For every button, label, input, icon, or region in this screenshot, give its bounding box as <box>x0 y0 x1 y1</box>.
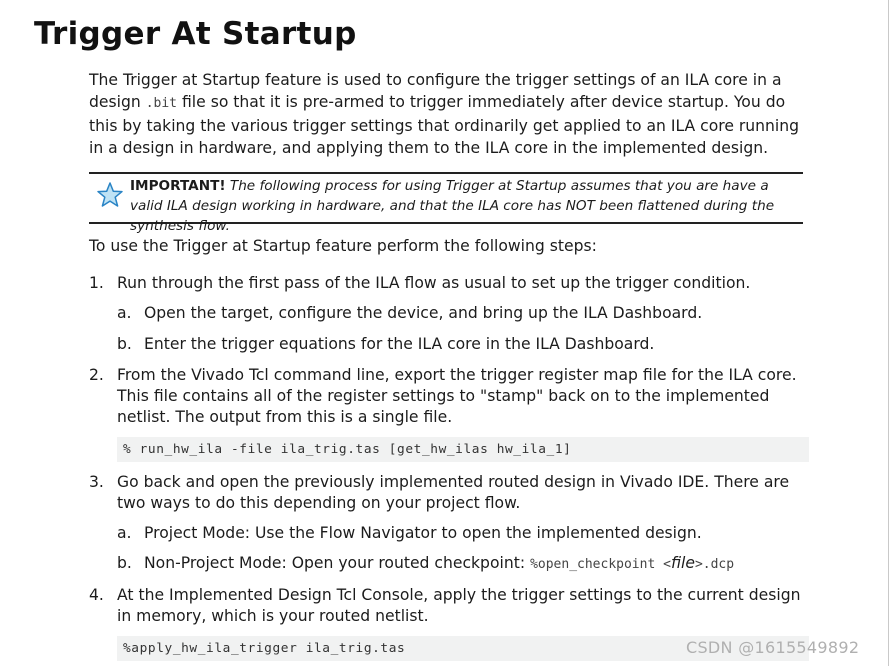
substep-text: Project Mode: Use the Flow Navigator to open the implemented design. <box>144 524 702 542</box>
substep-label: Non-Project Mode: Open your routed checkpoint: <box>144 554 526 572</box>
step-text: From the Vivado Tcl command line, export the trigger register map file for the ILA core. This file contains all of the register settings to "stamp" back on to the implemented netlist. The output from this is a single file. <box>117 366 797 426</box>
important-label: IMPORTANT! <box>130 178 226 194</box>
code-block: % run_hw_ila -file ila_trig.tas [get_hw_ilas hw_ila_1] <box>117 437 809 462</box>
substep-text <box>144 552 804 576</box>
step-text: Run through the first pass of the ILA flow as usual to set up the trigger condition. <box>117 274 751 292</box>
substep-letter: a. <box>117 524 132 542</box>
checkpoint-code-pre: %open_checkpoint < <box>530 557 671 572</box>
watermark: CSDN @1615549892 <box>686 638 860 657</box>
substep-letter: a. <box>117 304 132 322</box>
intro-paragraph <box>89 69 809 159</box>
step-text: At the Implemented Design Tcl Console, apply the trigger settings to the current design in memory, which is your routed netlist. <box>117 586 801 625</box>
step-number: 4. <box>89 586 104 604</box>
step-number: 3. <box>89 473 104 491</box>
substep-text: Open the target, configure the device, and bring up the ILA Dashboard. <box>144 304 703 322</box>
checkpoint-file: file <box>670 554 695 572</box>
intro-text-1: The Trigger at Startup feature is used to configure the trigger settings of an ILA core in a design <box>89 71 782 111</box>
intro-text-2: file so that it is pre-armed to trigger immediately after device startup. You do this by taking the various trigger settings that ordinarily get applied to an ILA core running in a design in hardware, and applying them to the ILA core in the implemented design. <box>89 93 800 157</box>
substep-text: Enter the trigger equations for the ILA core in the ILA Dashboard. <box>144 335 655 353</box>
important-text <box>130 176 800 236</box>
substep-letter: b. <box>117 335 132 353</box>
step-number: 2. <box>89 366 104 384</box>
page-edge-divider <box>888 0 889 666</box>
star-icon <box>96 181 124 209</box>
checkpoint-code-post: >.dcp <box>694 557 735 572</box>
steps-lead: To use the Trigger at Startup feature perform the following steps: <box>89 237 597 255</box>
intro-code: .bit <box>145 96 178 111</box>
substep-letter: b. <box>117 554 132 572</box>
important-body: The following process for using Trigger at Startup assumes that you are have a valid ILA design working in hardware, and that the ILA core has NOT been flattened during the synthesis flow. <box>130 178 775 234</box>
step-text: Go back and open the previously implemented routed design in Vivado IDE. There are two ways to do this depending on your project flow. <box>117 473 790 512</box>
step-number: 1. <box>89 274 104 292</box>
page-title: Trigger At Startup <box>34 16 357 52</box>
code-block: %apply_hw_ila_trigger ila_trig.tas <box>117 636 809 661</box>
